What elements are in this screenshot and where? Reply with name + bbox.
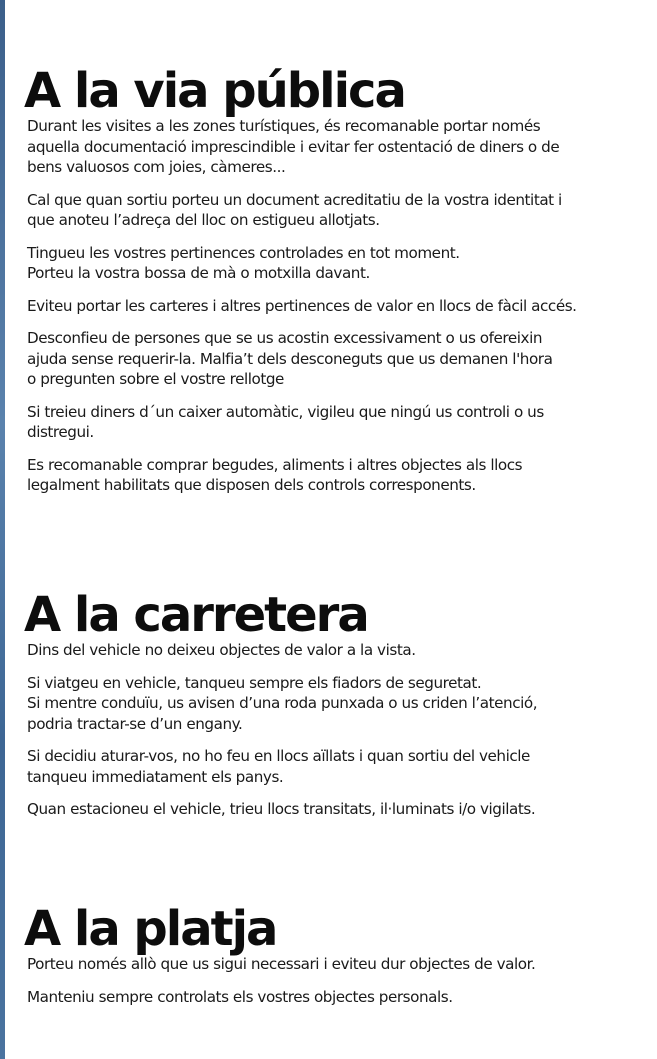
paragraph: Porteu només allò que us sigui necessari i eviteu dur objectes de valor. [27, 955, 536, 973]
section-heading: A la via pública [24, 63, 405, 119]
paragraph: Tingueu les vostres pertinences controlades en tot moment. Porteu la vostra bossa de mà o motxilla davant. [27, 243, 460, 282]
paragraph: Cal que quan sortiu porteu un document acreditatiu de la vostra identitat i que anoteu l’adreça del lloc on estigueu allotjats. [27, 190, 562, 229]
left-edge-bar [0, 0, 5, 1059]
paragraph: Desconfieu de persones que se us acostin excessivament o us ofereixin ajuda sense requerir-la. Malfia’t dels desconeguts que us demanen l'hora o pregunten sobre el vostre rellotge [27, 329, 553, 388]
section-carretera [24, 587, 637, 832]
paragraph: Es recomanable comprar begudes, aliments i altres objectes als llocs legalment habilitats que disposen dels controls corresponents. [27, 455, 523, 494]
paragraph: Durant les visites a les zones turístiques, és recomanable portar només aquella documentació imprescindible i evitar fer ostentació de diners o de bens valuosos com joies, càmeres... [27, 117, 560, 176]
section-via-publica [24, 63, 637, 508]
paragraph: Manteniu sempre controlats els vostres objectes personals. [27, 987, 453, 1006]
section-heading: A la platja [24, 901, 277, 957]
paragraph: Si decidiu aturar-vos, no ho feu en llocs aïllats i quan sortiu del vehicle tanqueu immediatament els panys. [27, 747, 530, 786]
section-platja [24, 901, 637, 1019]
paragraph: Eviteu portar les carteres i altres pertinences de valor en llocs de fàcil accés. [27, 296, 577, 315]
paragraph: Dins del vehicle no deixeu objectes de valor a la vista. [27, 641, 416, 659]
section-heading: A la carretera [24, 587, 368, 643]
paragraph: Si treieu diners d´un caixer automàtic, vigileu que ningú us controli o us distregui. [27, 402, 544, 441]
paragraph: Quan estacioneu el vehicle, trieu llocs transitats, il·luminats i/o vigilats. [27, 800, 536, 818]
paragraph: Si viatgeu en vehicle, tanqueu sempre els fiadors de seguretat. Si mentre conduïu, us avisen d’una roda punxada o us criden l’atenció, podria tractar-se d’un engany. [27, 673, 538, 733]
